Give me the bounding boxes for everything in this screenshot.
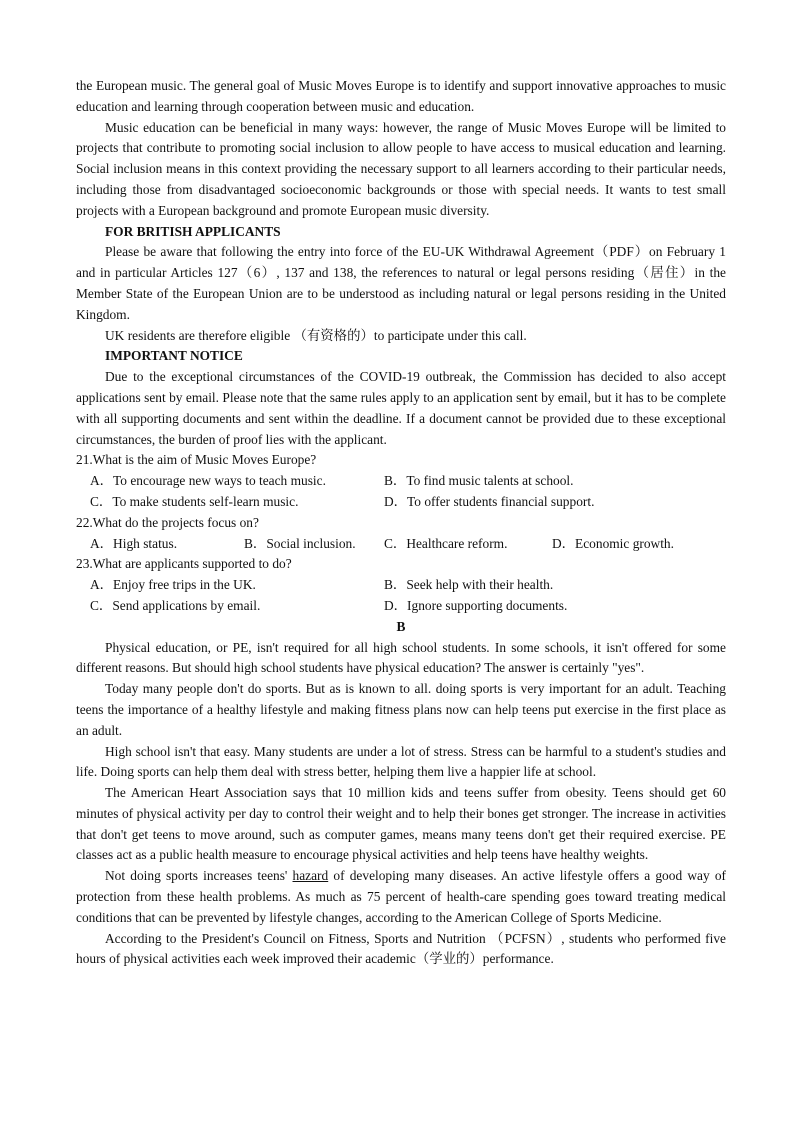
- option-c: C．Send applications by email.: [90, 597, 261, 613]
- paragraph: Due to the exceptional circumstances of the COVID-19 outbreak, the Commission has decided to also accept applications sent by email. Please note that the same rules apply to an application sent by email, but it has to be complete with all supporting documents and sent within the deadline. If a document cannot be provided due to these exceptional circumstances, the burden of proof lies with the applicant.: [76, 369, 726, 447]
- question-stem: 21.What is the aim of Music Moves Europe?: [76, 452, 317, 468]
- option-b: B．Social inclusion.: [244, 535, 356, 551]
- paragraph: The American Heart Association says that 10 million kids and teens suffer from obesity. Teens should get 60 minutes of physical activity per day to control their weight and to help their bones get stronger. The increase in activities that don't get teens to move around, such as computer games, means many teens don't get their required exercise. PE classes act as a public health measure to encourage physical activities and help teens have healthy weights.: [76, 785, 726, 863]
- option-c: C．To make students self-learn music.: [90, 493, 299, 509]
- option-row: [76, 575, 726, 596]
- option-row: [76, 596, 726, 617]
- option-d: D．Economic growth.: [552, 535, 674, 551]
- option-a: A．To encourage new ways to teach music.: [90, 473, 326, 489]
- question-stem: 22.What do the projects focus on?: [76, 514, 259, 530]
- paragraph: Please be aware that following the entry into force of the EU-UK Withdrawal Agreement（PDF）on February 1 and in particular Articles 127（6）, 137 and 138, the references to natural or legal persons residing（居住）in the Member State of the European Union are to be understood as including natural or legal persons residing in the United Kingdom.: [76, 244, 726, 322]
- paragraph: the European music. The general goal of Music Moves Europe is to identify and support innovative approaches to music education and learning through cooperation between music and education.: [76, 78, 726, 114]
- british-applicants-heading: FOR BRITISH APPLICANTS: [105, 223, 281, 239]
- paragraph: Music education can be beneficial in many ways: however, the range of Music Moves Europe will be limited to projects that contribute to promoting social inclusion to allow people to have access to musical education and learning. Social inclusion means in this context providing the necessary support to all learners according to their particular needs, including those from disadvantaged socioeconomic backgrounds or those with special needs. It wants to test small projects with a European background and promote European music diversity.: [76, 119, 726, 218]
- document-page: [76, 76, 726, 970]
- section-b-title: B: [396, 618, 406, 634]
- option-row: [76, 534, 726, 555]
- paragraph: UK residents are therefore eligible （有资格的）to participate under this call.: [105, 327, 527, 343]
- question-21: [76, 450, 726, 512]
- paragraph-hazard: [76, 866, 726, 928]
- paragraph: According to the President's Council on Fitness, Sports and Nutrition （PCFSN）, students who performed five hours of physical activities each week improved their academic（学业的）performance.: [76, 930, 726, 967]
- text-run: of developing many diseases. An active lifestyle offers a good way of protection from these health problems. As much as 75 percent of health-care spending goes toward treating medical conditions that can be prevented by lifestyle changes, according to the American College of Sports Medicine.: [76, 868, 726, 925]
- paragraph: Today many people don't do sports. But as is known to all. doing sports is very important for an adult. Teaching teens the importance of a healthy lifestyle and making fitness plans now can help teens put exercise in the first place as an adult.: [76, 681, 726, 738]
- paragraph: Physical education, or PE, isn't required for all high school students. In some schools, it isn't offered for some different reasons. But should high school students have physical education? The answer is certainly "yes".: [76, 639, 726, 676]
- option-c: C．Healthcare reform.: [384, 535, 508, 551]
- question-22: [76, 513, 726, 555]
- option-row: [76, 492, 726, 513]
- important-notice-heading: IMPORTANT NOTICE: [105, 348, 243, 364]
- option-d: D．Ignore supporting documents.: [384, 597, 568, 613]
- option-a: A．Enjoy free trips in the UK.: [90, 577, 256, 593]
- paragraph: High school isn't that easy. Many students are under a lot of stress. Stress can be harmful to a student's studies and life. Doing sports can help them deal with stress better, helping them live a happier life at school.: [76, 743, 726, 780]
- option-a: A．High status.: [90, 535, 178, 551]
- question-stem: 23.What are applicants supported to do?: [76, 556, 292, 572]
- option-d: D．To offer students financial support.: [384, 493, 595, 509]
- question-23: [76, 554, 726, 616]
- underlined-word-hazard: hazard: [292, 868, 329, 884]
- option-b: B．Seek help with their health.: [384, 577, 554, 593]
- text-run: Not doing sports increases teens': [105, 868, 293, 884]
- option-row: [76, 471, 726, 492]
- option-b: B．To find music talents at school.: [384, 473, 574, 489]
